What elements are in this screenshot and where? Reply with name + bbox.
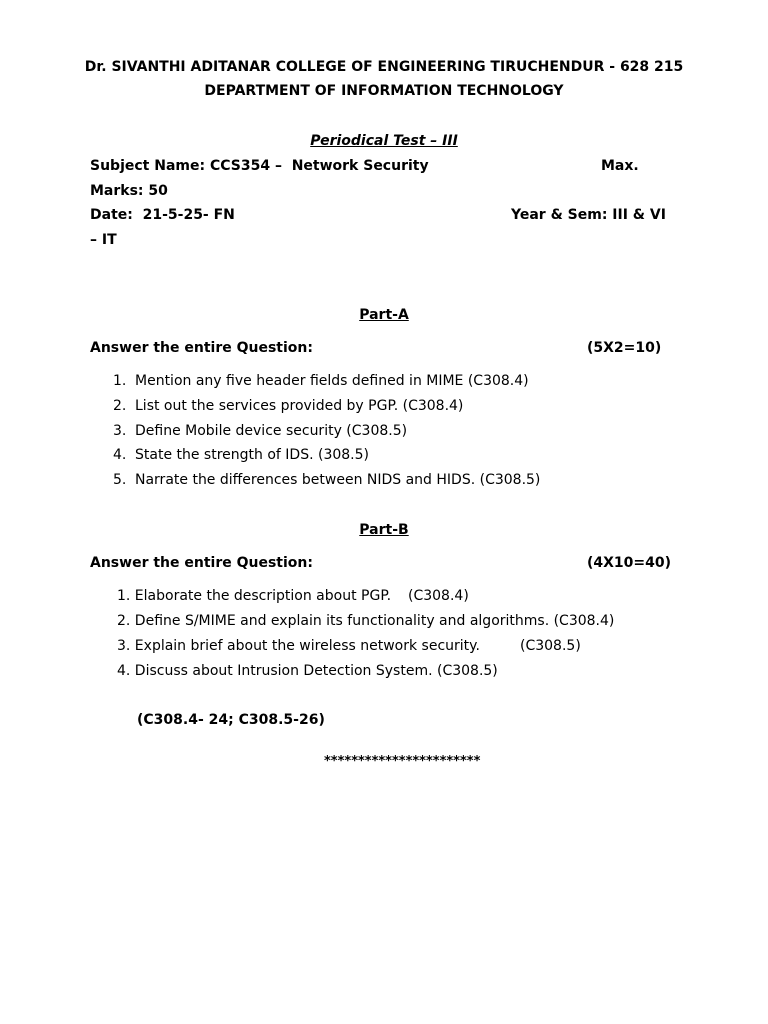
part-a-question: Define Mobile device security (C308.5) bbox=[135, 423, 408, 439]
part-a-question-number: 2. bbox=[113, 398, 127, 414]
test-title: Periodical Test – III bbox=[310, 133, 458, 149]
end-marker: *********************** bbox=[324, 754, 481, 769]
part-a-instruction: Answer the entire Question: bbox=[90, 340, 313, 356]
part-a-question: State the strength of IDS. (308.5) bbox=[135, 447, 369, 463]
test-date: Date: 21-5-25- FN bbox=[90, 207, 235, 223]
part-a-question-number: 5. bbox=[113, 472, 127, 488]
part-a-question-number: 4. bbox=[113, 447, 127, 463]
college-name: Dr. SIVANTHI ADITANAR COLLEGE OF ENGINEERING TIRUCHENDUR - 628 215 bbox=[84, 59, 684, 75]
part-a-heading: Part-A bbox=[359, 307, 409, 323]
marks-value: Marks: 50 bbox=[90, 183, 168, 199]
part-b-heading: Part-B bbox=[359, 522, 409, 538]
co-summary: (C308.4- 24; C308.5-26) bbox=[137, 712, 325, 728]
part-b-question-co: (C308.5) bbox=[520, 638, 581, 654]
part-a-question-number: 1. bbox=[113, 373, 127, 389]
department-name: DEPARTMENT OF INFORMATION TECHNOLOGY bbox=[204, 83, 564, 99]
part-b-question: 3. Explain brief about the wireless network security. bbox=[117, 638, 480, 654]
part-b-question: 4. Discuss about Intrusion Detection System. (C308.5) bbox=[117, 663, 498, 679]
part-b-question: 1. Elaborate the description about PGP. bbox=[117, 588, 392, 604]
year-sem: Year & Sem: III & VI bbox=[511, 207, 666, 223]
max-label: Max. bbox=[601, 158, 639, 174]
part-b-question-co: (C308.4) bbox=[408, 588, 469, 604]
part-a-marks: (5X2=10) bbox=[587, 340, 662, 356]
branch: – IT bbox=[90, 232, 117, 248]
part-a-question: Mention any five header fields defined in MIME (C308.4) bbox=[135, 373, 529, 389]
part-a-question: Narrate the differences between NIDS and HIDS. (C308.5) bbox=[135, 472, 541, 488]
part-a-question: List out the services provided by PGP. (C308.4) bbox=[135, 398, 464, 414]
part-b-question: 2. Define S/MIME and explain its functionality and algorithms. (C308.4) bbox=[117, 613, 615, 629]
subject-name: Subject Name: CCS354 – Network Security bbox=[90, 158, 429, 174]
part-b-instruction: Answer the entire Question: bbox=[90, 555, 313, 571]
part-a-question-number: 3. bbox=[113, 423, 127, 439]
part-b-marks: (4X10=40) bbox=[587, 555, 672, 571]
